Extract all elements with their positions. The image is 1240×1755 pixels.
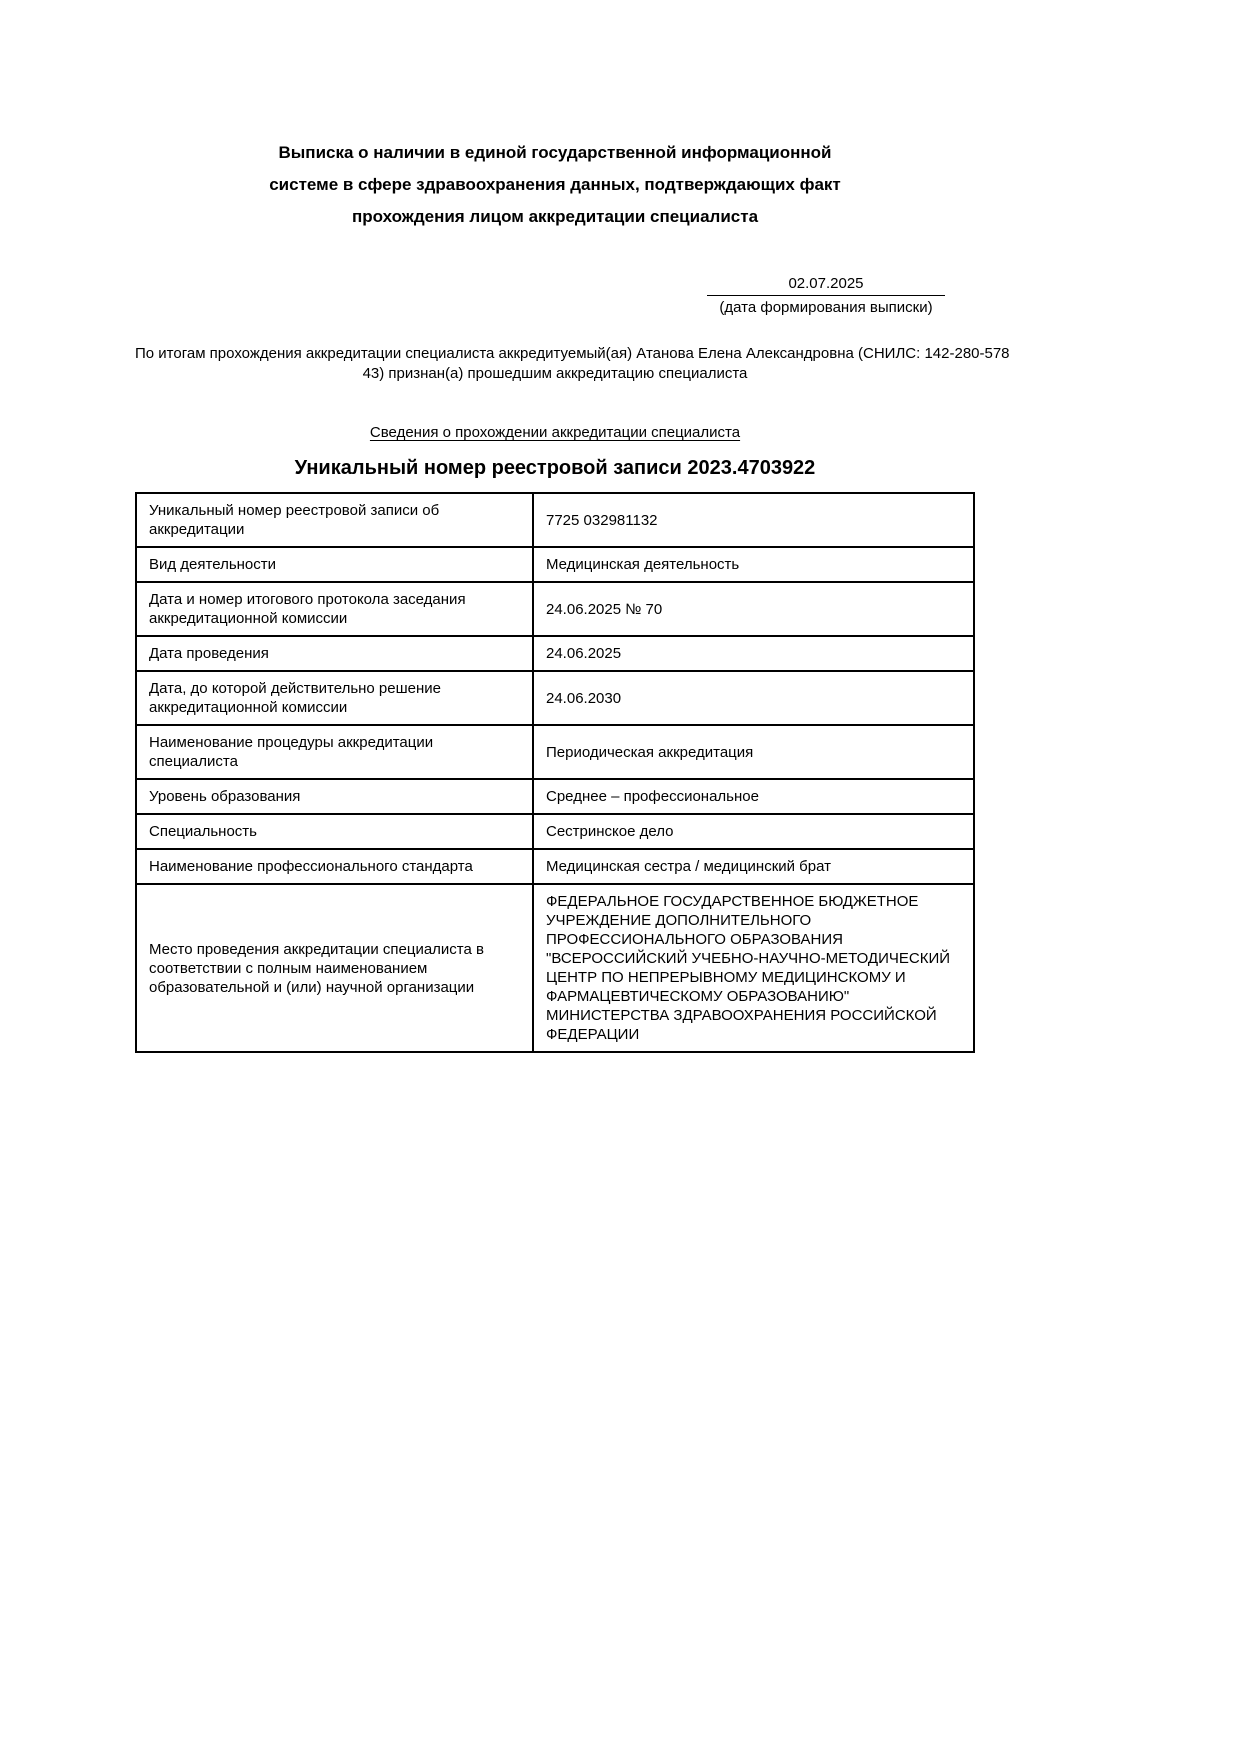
- table-row-education-level: [136, 779, 974, 814]
- row-label: Дата, до которой действительно решение аккредитационной комиссии: [136, 671, 533, 725]
- table-row-specialty: [136, 814, 974, 849]
- document-title-line-1: Выписка о наличии в единой государственной информационной: [278, 143, 832, 162]
- row-label: Наименование процедуры аккредитации специалиста: [136, 725, 533, 779]
- row-value: Медицинская сестра / медицинский брат: [533, 849, 974, 884]
- intro-line-1: По итогам прохождения аккредитации специалиста аккредитуемый(ая) Атанова Елена Александровна (СНИЛС: 142-280-578: [135, 345, 1010, 362]
- intro-line-2: 43) признан(а) прошедшим аккредитацию специалиста: [362, 365, 748, 382]
- row-value: 24.06.2025 № 70: [533, 582, 974, 636]
- table-row-registry-number: [136, 493, 974, 547]
- row-label: Дата проведения: [136, 636, 533, 671]
- row-value: Среднее – профессиональное: [533, 779, 974, 814]
- row-value: ФЕДЕРАЛЬНОЕ ГОСУДАРСТВЕННОЕ БЮДЖЕТНОЕ УЧРЕЖДЕНИЕ ДОПОЛНИТЕЛЬНОГО ПРОФЕССИОНАЛЬНОГО ОБРАЗОВАНИЯ "ВСЕРОССИЙСКИЙ УЧЕБНО-НАУЧНО-МЕТОДИЧЕСКИЙ ЦЕНТР ПО НЕПРЕРЫВНОМУ МЕДИЦИНСКОМУ И ФАРМАЦЕВТИЧЕСКОМУ ОБРАЗОВАНИЮ" МИНИСТЕРСТВА ЗДРАВООХРАНЕНИЯ РОССИЙСКОЙ ФЕДЕРАЦИИ: [533, 884, 974, 1052]
- row-value: Периодическая аккредитация: [533, 725, 974, 779]
- table-row-date-held: [136, 636, 974, 671]
- row-label: Уникальный номер реестровой записи об аккредитации: [136, 493, 533, 547]
- row-value: 24.06.2030: [533, 671, 974, 725]
- row-value: Медицинская деятельность: [533, 547, 974, 582]
- registry-number-heading: Уникальный номер реестровой записи 2023.4703922: [294, 457, 816, 479]
- table-row-accreditation-place: [136, 884, 974, 1052]
- intro-paragraph: [135, 344, 1010, 384]
- table-row-valid-until: [136, 671, 974, 725]
- row-label: Место проведения аккредитации специалиста в соответствии с полным наименованием образовательной и (или) научной организации: [136, 884, 533, 1052]
- row-label: Вид деятельности: [136, 547, 533, 582]
- table-row-activity-type: [136, 547, 974, 582]
- extract-date-block: [707, 275, 945, 316]
- document-title-line-3: прохождения лицом аккредитации специалиста: [351, 207, 759, 226]
- row-label: Уровень образования: [136, 779, 533, 814]
- row-label: Наименование профессионального стандарта: [136, 849, 533, 884]
- row-label: Дата и номер итогового протокола заседания аккредитационной комиссии: [136, 582, 533, 636]
- extract-date: 02.07.2025: [707, 275, 945, 296]
- document-title-line-2: системе в сфере здравоохранения данных, подтверждающих факт: [269, 175, 841, 194]
- document-content: [135, 0, 1010, 1053]
- table-row-professional-standard: [136, 849, 974, 884]
- row-value: 24.06.2025: [533, 636, 974, 671]
- section-heading: Сведения о прохождении аккредитации специалиста: [369, 424, 741, 441]
- accreditation-table: [135, 492, 975, 1053]
- row-label: Специальность: [136, 814, 533, 849]
- document-title: [135, 137, 975, 233]
- extract-date-caption: (дата формирования выписки): [719, 299, 933, 316]
- row-value: Сестринское дело: [533, 814, 974, 849]
- table-row-protocol: [136, 582, 974, 636]
- row-value: 7725 032981132: [533, 493, 974, 547]
- table-row-procedure-name: [136, 725, 974, 779]
